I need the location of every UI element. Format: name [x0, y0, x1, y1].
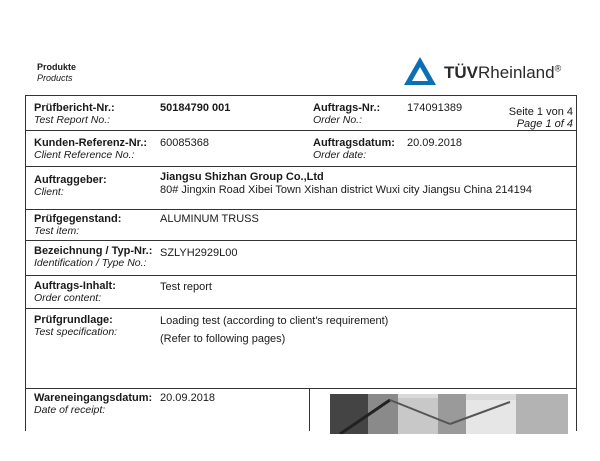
row-divider	[25, 166, 577, 167]
identification-label-en: Identification / Type No.:	[34, 257, 147, 269]
page-indicator-en: Page 1 of 4	[516, 118, 573, 130]
test-spec-label-de: Prüfgrundlage:	[34, 314, 113, 326]
client-label-en: Client:	[34, 186, 64, 198]
client-ref-value: 60085368	[160, 137, 209, 149]
client-label-de: Auftraggeber:	[34, 174, 107, 186]
row-divider	[25, 275, 577, 276]
client-ref-label-en: Client Reference No.:	[34, 149, 135, 161]
brand-mark: ®	[554, 63, 562, 74]
order-date-label-en: Order date:	[313, 149, 367, 161]
test-item-value: ALUMINUM TRUSS	[160, 213, 259, 225]
order-no-label-de: Auftrags-Nr.:	[313, 102, 381, 114]
order-no-value: 174091389	[407, 102, 463, 114]
table-border-top	[25, 95, 577, 96]
order-content-label-de: Auftrags-Inhalt:	[34, 280, 116, 292]
column-divider	[309, 388, 310, 431]
identification-value: SZLYH2929L00	[160, 247, 238, 259]
row-divider	[25, 308, 577, 309]
test-spec-label-en: Test specification:	[34, 326, 118, 338]
brand-rest: Rheinland	[478, 63, 555, 82]
report-no-label-en: Test Report No.:	[34, 114, 111, 126]
test-spec-line1: Loading test (according to client's requirement)	[160, 315, 389, 327]
row-divider	[25, 388, 577, 389]
receipt-label-de: Wareneingangsdatum:	[34, 392, 153, 404]
test-spec-line2: (Refer to following pages)	[160, 333, 286, 345]
receipt-label-en: Date of receipt:	[34, 404, 106, 416]
receipt-value: 20.09.2018	[160, 392, 216, 404]
sample-photo	[330, 394, 568, 434]
table-border-right	[576, 95, 577, 431]
order-date-label-de: Auftragsdatum:	[313, 137, 395, 149]
brand-bold: TÜV	[444, 63, 478, 82]
report-no-label-de: Prüfbericht-Nr.:	[34, 102, 115, 114]
header-label-de: Produkte	[37, 62, 77, 72]
identification-label-de: Bezeichnung / Typ-Nr.:	[34, 245, 153, 257]
client-name: Jiangsu Shizhan Group Co.,Ltd	[160, 171, 324, 183]
order-content-label-en: Order content:	[34, 292, 102, 304]
table-border-left	[25, 95, 26, 431]
test-item-label-en: Test item:	[34, 225, 80, 237]
page-indicator-de: Seite 1 von 4	[508, 106, 573, 118]
order-date-value: 20.09.2018	[407, 137, 463, 149]
tuv-triangle-icon	[402, 55, 438, 87]
client-address: 80# Jingxin Road Xibei Town Xishan district Wuxi city Jiangsu China 214194	[160, 184, 532, 196]
order-no-label-en: Order No.:	[313, 114, 363, 126]
report-no-value: 50184790 001	[160, 102, 231, 114]
header-label-en: Products	[37, 73, 73, 83]
client-ref-label-de: Kunden-Referenz-Nr.:	[34, 137, 148, 149]
row-divider	[25, 209, 577, 210]
row-divider	[25, 240, 577, 241]
order-content-value: Test report	[160, 281, 212, 293]
brand-logo	[444, 63, 561, 83]
test-item-label-de: Prüfgegenstand:	[34, 213, 122, 225]
